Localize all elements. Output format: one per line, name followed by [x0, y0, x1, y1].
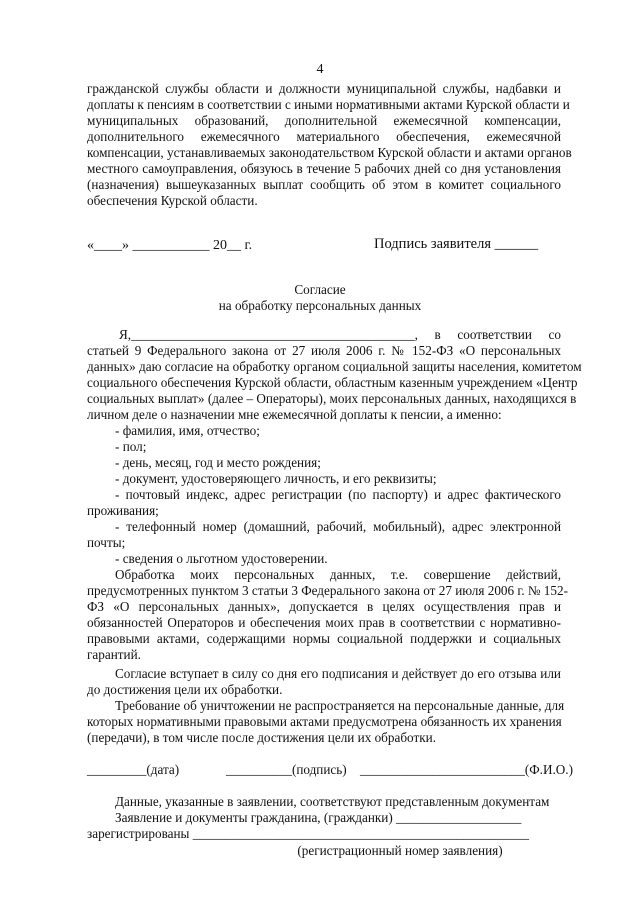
consent-title: Согласие: [294, 282, 346, 297]
applicant-signature-label: Подпись заявителя ______: [374, 236, 539, 252]
text-line: местного самоуправления, обязуюсь в течение 5 рабочих дней со дня установления: [87, 161, 561, 176]
text-line: доплаты к пенсиям в соответствии с иными нормативными актами Курской области и: [87, 97, 570, 112]
list-item: - телефонный номер (домашний, рабочий, мобильный), адрес электронной: [115, 519, 561, 534]
list-item: - пол;: [115, 439, 147, 454]
text-line: обязанностей Операторов и обеспечения моих прав в соответствии с нормативно-: [87, 615, 561, 630]
text-line: гарантий.: [87, 647, 141, 662]
text-line: которых нормативными правовыми актами предусмотрена обязанность их хранения: [87, 714, 562, 729]
text-line: (назначения) вышеуказанных выплат сообщить об этом в комитет социального: [87, 177, 561, 192]
text-line: обеспечения Курской области.: [87, 193, 258, 208]
footer-applicant-docs: Заявление и документы гражданина, (гражданки) ___________________: [115, 810, 522, 825]
text-line: социальных выплат» (далее – Операторы), моих персональных данных, находящихся в: [87, 391, 577, 406]
text-line: Я,___________________________________________, в соответствии со: [119, 327, 561, 342]
text-line: правовыми актами, содержащими нормы социальной поддержки и социальных: [87, 631, 561, 646]
text-line: ФЗ «О персональных данных», допускается в целях осуществления прав и: [87, 599, 561, 614]
footer-registered: зарегистрированы ___________________________________________________: [87, 826, 529, 841]
sign-date-field: _________(дата): [87, 762, 180, 777]
list-item: - день, месяц, год и место рождения;: [115, 455, 321, 470]
text-line: статьей 9 Федерального закона от 27 июля 2006 г. № 152-ФЗ «О персональных: [87, 343, 561, 358]
list-item: почты;: [87, 535, 126, 550]
footer-reg-number-caption: (регистрационный номер заявления): [297, 843, 503, 858]
consent-subtitle: на обработку персональных данных: [218, 298, 422, 313]
list-item: - почтовый индекс, адрес регистрации (по паспорту) и адрес фактического: [115, 487, 561, 502]
text-line: гражданской службы области и должности муниципальной службы, надбавки и: [87, 81, 561, 96]
text-line: компенсации, устанавливаемых законодательством Курской области и актами органов: [87, 145, 572, 160]
text-line: предусмотренных пунктом 3 статьи 3 Федерального закона от 27 июля 2006 г. № 152-: [87, 583, 568, 598]
text-line: социального обеспечения Курской области, областным казенным учреждением «Центр: [87, 375, 578, 390]
text-line: личном деле о назначении мне ежемесячной доплаты к пенсии, а именно:: [87, 407, 502, 422]
text-line: муниципальных образований, дополнительной ежемесячной компенсации,: [87, 113, 561, 128]
page-number: 4: [316, 62, 324, 77]
text-line: дополнительного ежемесячного материального обеспечения, ежемесячной: [87, 129, 561, 144]
list-item: - фамилия, имя, отчество;: [115, 423, 260, 438]
list-item: - документ, удостоверяющего личность, и его реквизиты;: [115, 471, 437, 486]
list-item: проживания;: [87, 503, 159, 518]
text-line: Требование об уничтожении не распространяется на персональные данные, для: [115, 698, 565, 713]
list-item: - сведения о льготном удостоверении.: [115, 551, 328, 566]
text-line: данных» даю согласие на обработку органом социальной защиты населения, комитетом: [87, 359, 582, 374]
date-field: «____» ___________ 20__ г.: [87, 238, 253, 253]
text-line: (передачи), в том числе после достижения цели их обработки.: [87, 730, 436, 745]
sign-fio-field: _________________________(Ф.И.О.): [360, 762, 573, 777]
footer-data-match: Данные, указанные в заявлении, соответствуют представленным документам: [115, 794, 550, 809]
text-line: Обработка моих персональных данных, т.е. совершение действий,: [115, 567, 561, 582]
text-line: Согласие вступает в силу со дня его подписания и действует до его отзыва или: [115, 666, 561, 681]
sign-signature-field: __________(подпись): [226, 762, 347, 777]
text-line: до достижения цели их обработки.: [87, 682, 283, 697]
